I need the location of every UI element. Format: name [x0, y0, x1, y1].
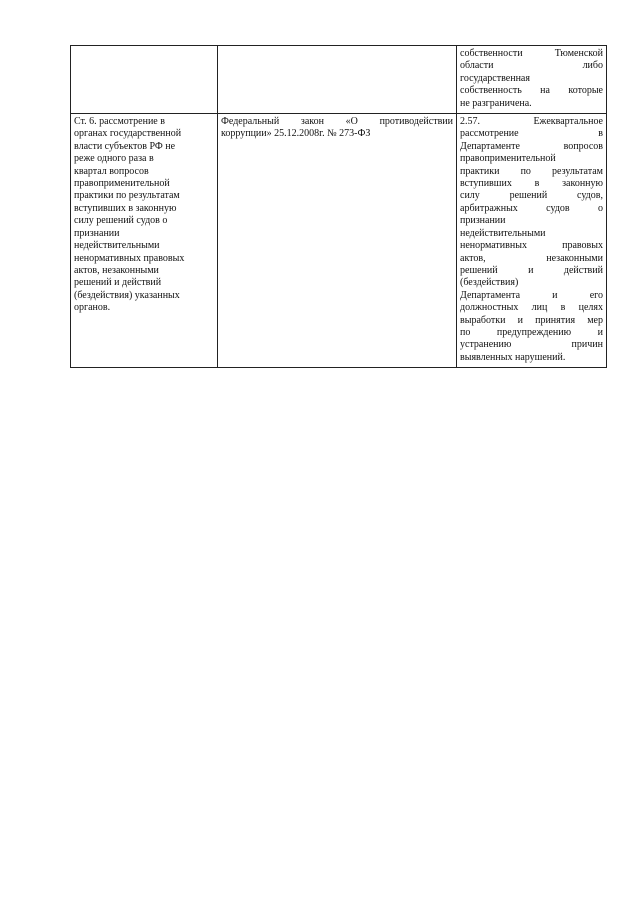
- text-line: (бездействия) указанных: [74, 289, 180, 301]
- text-line: устранению причин: [460, 339, 603, 351]
- table-row: [71, 46, 607, 114]
- text-line: не разграничена.: [460, 97, 532, 109]
- text-line: коррупции» 25.12.2008г. № 273-ФЗ: [221, 128, 371, 140]
- text-line: должностных лиц в целях: [460, 302, 603, 314]
- table-cell-measure: [457, 46, 607, 114]
- text-line: Ст. 6. рассмотрение в: [74, 116, 165, 128]
- text-line: квартал вопросов: [74, 165, 149, 177]
- text-line: органах государственной: [74, 128, 182, 140]
- text-line: вступивших в законную: [460, 178, 603, 190]
- legal-compliance-table: [70, 45, 607, 368]
- text-line: ненормативных правовых: [74, 252, 185, 264]
- text-line: области либо: [460, 60, 603, 72]
- table-cell-measure: [457, 114, 607, 368]
- text-line: недействительными: [74, 240, 160, 252]
- text-line: власти субъектов РФ не: [74, 140, 176, 152]
- text-line: решений и действий: [460, 264, 603, 276]
- text-line: 2.57. Ежеквартальное: [460, 116, 603, 128]
- table-cell-law: [218, 114, 457, 368]
- table-cell-law: [218, 46, 457, 114]
- text-line: актов, незаконными: [460, 252, 603, 264]
- text-line: актов, незаконными: [74, 264, 159, 276]
- text-line: выработки и принятия мер: [460, 314, 603, 326]
- text-line: решений и действий: [74, 277, 162, 289]
- text-line: арбитражных судов о: [460, 202, 603, 214]
- text-line: рассмотрение в: [460, 128, 603, 140]
- text-line: Департаменте вопросов: [460, 140, 603, 152]
- text-line: силу решений судов,: [460, 190, 603, 202]
- text-line: ненормативных правовых: [460, 240, 603, 252]
- text-line: признании: [74, 227, 120, 239]
- text-line: Федеральный закон «О противодействии: [221, 116, 453, 128]
- text-line: (бездействия): [460, 277, 519, 289]
- text-line: правоприменительной: [74, 178, 170, 190]
- text-line: выявленных нарушений.: [460, 351, 566, 363]
- text-line: правоприменительной: [460, 153, 556, 165]
- text-line: государственная: [460, 72, 530, 84]
- text-line: недействительными: [460, 227, 546, 239]
- text-line: практики по результатам: [74, 190, 180, 202]
- text-line: признании: [460, 215, 506, 227]
- text-line: органов.: [74, 302, 111, 314]
- text-line: собственность на которые: [460, 85, 603, 97]
- text-line: по предупреждению и: [460, 326, 603, 338]
- text-line: Департамента и его: [460, 289, 603, 301]
- text-line: собственности Тюменской: [460, 48, 603, 59]
- table-cell-article: [71, 114, 218, 368]
- text-line: силу решений судов о: [74, 215, 168, 227]
- table-row: [71, 114, 607, 368]
- text-line: вступивших в законную: [74, 202, 177, 214]
- text-line: практики по результатам: [460, 165, 603, 177]
- table-cell-article: [71, 46, 218, 114]
- text-line: реже одного раза в: [74, 153, 154, 165]
